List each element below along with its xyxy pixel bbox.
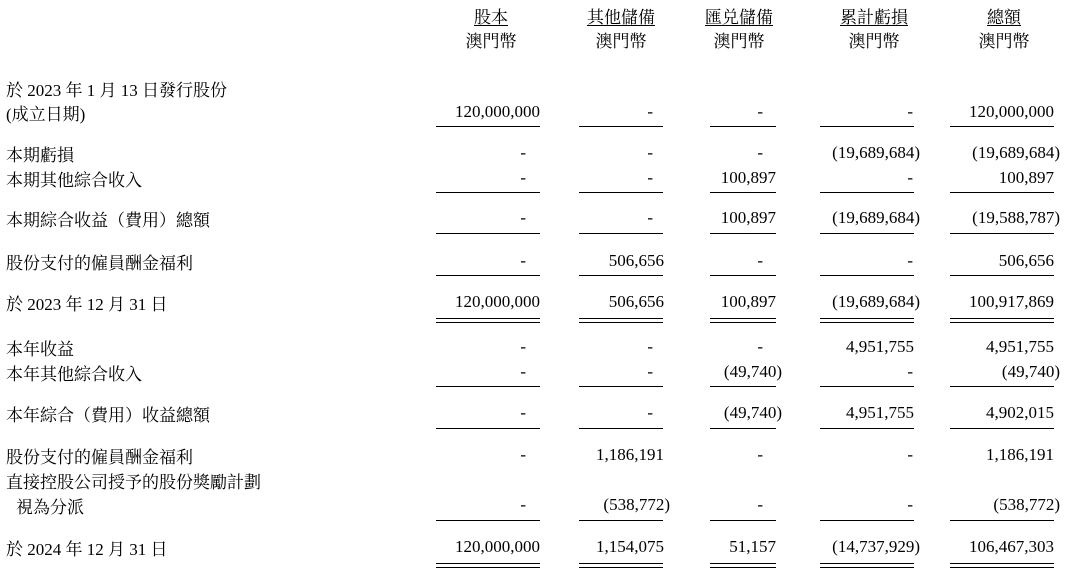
cell-exchange-reserve: 100,897 xyxy=(720,168,776,187)
cell-other-reserves: - xyxy=(647,168,653,187)
column-title: 總額 xyxy=(987,8,1021,27)
row-label: (成立日期) xyxy=(6,105,86,124)
cell-total: 100,897 xyxy=(998,168,1054,187)
subtotal-rule xyxy=(950,233,1054,234)
subtotal-rule xyxy=(950,428,1054,429)
cell-accumulated-losses: 4,951,755 xyxy=(846,337,914,356)
cell-exchange-reserve: - xyxy=(757,337,763,356)
cell-total: 100,917,869 xyxy=(969,292,1054,311)
cell-other-reserves: - xyxy=(647,208,653,227)
cell-other-reserves: (538,772) xyxy=(603,495,670,514)
cell-total: 506,656 xyxy=(998,251,1054,270)
cell-other-reserves: - xyxy=(647,143,653,162)
cell-total: (19,689,684) xyxy=(972,143,1060,162)
cell-accumulated-losses: - xyxy=(907,495,913,514)
cell-total: 1,186,191 xyxy=(986,445,1054,464)
subtotal-rule xyxy=(820,126,914,127)
cell-total: 4,951,755 xyxy=(986,337,1054,356)
subtotal-rule xyxy=(710,386,776,387)
column-header-exchange-reserve xyxy=(684,6,794,54)
cell-other-reserves: 506,656 xyxy=(608,292,664,311)
cell-accumulated-losses: - xyxy=(907,251,913,270)
column-title: 其他儲備 xyxy=(587,8,655,27)
cell-exchange-reserve: 100,897 xyxy=(720,292,776,311)
row-label: 於 2023 年 12 月 31 日 xyxy=(6,295,168,314)
subtotal-rule xyxy=(710,233,776,234)
subtotal-rule xyxy=(579,126,663,127)
row-label: 直接控股公司授予的股份獎勵計劃 xyxy=(6,473,261,492)
cell-share-capital: - xyxy=(520,403,526,422)
cell-exchange-reserve: - xyxy=(757,143,763,162)
subtotal-rule xyxy=(710,126,776,127)
cell-exchange-reserve: - xyxy=(757,445,763,464)
column-title: 累計虧損 xyxy=(840,8,908,27)
subtotal-rule xyxy=(579,520,663,521)
subtotal-rule xyxy=(436,520,540,521)
subtotal-rule xyxy=(710,428,776,429)
total-double-rule xyxy=(579,318,663,323)
subtotal-rule xyxy=(436,126,540,127)
cell-accumulated-losses: 4,951,755 xyxy=(846,403,914,422)
subtotal-rule xyxy=(579,233,663,234)
subtotal-rule xyxy=(820,233,914,234)
cell-accumulated-losses: - xyxy=(907,168,913,187)
row-label: 本期虧損 xyxy=(6,146,74,165)
cell-other-reserves: - xyxy=(647,362,653,381)
cell-total: (49,740) xyxy=(1001,362,1060,381)
cell-other-reserves: 1,154,075 xyxy=(596,537,664,556)
row-label: 本期綜合收益（費用）總額 xyxy=(6,211,210,230)
subtotal-rule xyxy=(436,386,540,387)
cell-share-capital: - xyxy=(520,168,526,187)
cell-share-capital: - xyxy=(520,362,526,381)
row-label: 本年其他綜合收入 xyxy=(6,365,142,384)
cell-share-capital: 120,000,000 xyxy=(455,537,540,556)
subtotal-rule xyxy=(820,520,914,521)
column-header-total xyxy=(949,6,1059,54)
cell-accumulated-losses: (14,737,929) xyxy=(832,537,920,556)
subtotal-rule xyxy=(436,275,540,276)
cell-share-capital: 120,000,000 xyxy=(455,102,540,121)
column-title: 股本 xyxy=(474,8,508,27)
column-header-share-capital xyxy=(436,6,546,54)
subtotal-rule xyxy=(950,386,1054,387)
row-label: 本年綜合（費用）收益總額 xyxy=(6,406,210,425)
subtotal-rule xyxy=(436,428,540,429)
subtotal-rule xyxy=(820,386,914,387)
subtotal-rule xyxy=(950,192,1054,193)
total-double-rule xyxy=(436,318,540,323)
row-label: 視為分派 xyxy=(16,498,84,517)
column-header-accumulated-losses xyxy=(819,6,929,54)
subtotal-rule xyxy=(579,428,663,429)
total-double-rule xyxy=(710,563,776,568)
cell-other-reserves: - xyxy=(647,337,653,356)
subtotal-rule xyxy=(950,275,1054,276)
subtotal-rule xyxy=(579,275,663,276)
cell-accumulated-losses: (19,689,684) xyxy=(832,208,920,227)
subtotal-rule xyxy=(950,126,1054,127)
row-label: 於 2024 年 12 月 31 日 xyxy=(6,540,168,559)
cell-share-capital: 120,000,000 xyxy=(455,292,540,311)
subtotal-rule xyxy=(436,233,540,234)
column-header-other-reserves xyxy=(566,6,676,54)
subtotal-rule xyxy=(579,192,663,193)
subtotal-rule xyxy=(710,520,776,521)
column-currency: 澳門幣 xyxy=(465,32,517,51)
subtotal-rule xyxy=(436,192,540,193)
cell-other-reserves: 1,186,191 xyxy=(596,445,664,464)
column-currency: 澳門幣 xyxy=(713,32,765,51)
subtotal-rule xyxy=(820,428,914,429)
total-double-rule xyxy=(950,318,1054,323)
cell-total: 120,000,000 xyxy=(969,102,1054,121)
column-title: 匯兑儲備 xyxy=(705,8,773,27)
total-double-rule xyxy=(820,318,914,323)
row-label: 本年收益 xyxy=(6,340,74,359)
subtotal-rule xyxy=(820,192,914,193)
cell-exchange-reserve: 100,897 xyxy=(720,208,776,227)
cell-total: (19,588,787) xyxy=(972,208,1060,227)
cell-share-capital: - xyxy=(520,337,526,356)
column-currency: 澳門幣 xyxy=(595,32,647,51)
subtotal-rule xyxy=(710,275,776,276)
total-double-rule xyxy=(950,563,1054,568)
subtotal-rule xyxy=(579,386,663,387)
cell-total: 4,902,015 xyxy=(986,403,1054,422)
column-currency: 澳門幣 xyxy=(978,32,1030,51)
row-label: 股份支付的僱員酬金福利 xyxy=(6,448,193,467)
cell-share-capital: - xyxy=(520,143,526,162)
column-currency: 澳門幣 xyxy=(848,32,900,51)
cell-accumulated-losses: - xyxy=(907,102,913,121)
cell-accumulated-losses: - xyxy=(907,362,913,381)
cell-total: (538,772) xyxy=(993,495,1060,514)
subtotal-rule xyxy=(950,520,1054,521)
row-label: 於 2023 年 1 月 13 日發行股份 xyxy=(6,81,227,100)
row-label: 本期其他綜合收入 xyxy=(6,171,142,190)
cell-exchange-reserve: - xyxy=(757,251,763,270)
cell-exchange-reserve: (49,740) xyxy=(723,362,782,381)
cell-exchange-reserve: 51,157 xyxy=(729,537,776,556)
cell-other-reserves: - xyxy=(647,102,653,121)
total-double-rule xyxy=(710,318,776,323)
total-double-rule xyxy=(820,563,914,568)
total-double-rule xyxy=(579,563,663,568)
cell-other-reserves: 506,656 xyxy=(608,251,664,270)
row-label: 股份支付的僱員酬金福利 xyxy=(6,254,193,273)
cell-share-capital: - xyxy=(520,495,526,514)
cell-share-capital: - xyxy=(520,208,526,227)
subtotal-rule xyxy=(710,192,776,193)
cell-accumulated-losses: (19,689,684) xyxy=(832,143,920,162)
cell-exchange-reserve: - xyxy=(757,495,763,514)
cell-total: 106,467,303 xyxy=(969,537,1054,556)
subtotal-rule xyxy=(820,275,914,276)
cell-share-capital: - xyxy=(520,251,526,270)
cell-share-capital: - xyxy=(520,445,526,464)
cell-exchange-reserve: (49,740) xyxy=(723,403,782,422)
total-double-rule xyxy=(436,563,540,568)
cell-accumulated-losses: - xyxy=(907,445,913,464)
cell-other-reserves: - xyxy=(647,403,653,422)
cell-accumulated-losses: (19,689,684) xyxy=(832,292,920,311)
cell-exchange-reserve: - xyxy=(757,102,763,121)
